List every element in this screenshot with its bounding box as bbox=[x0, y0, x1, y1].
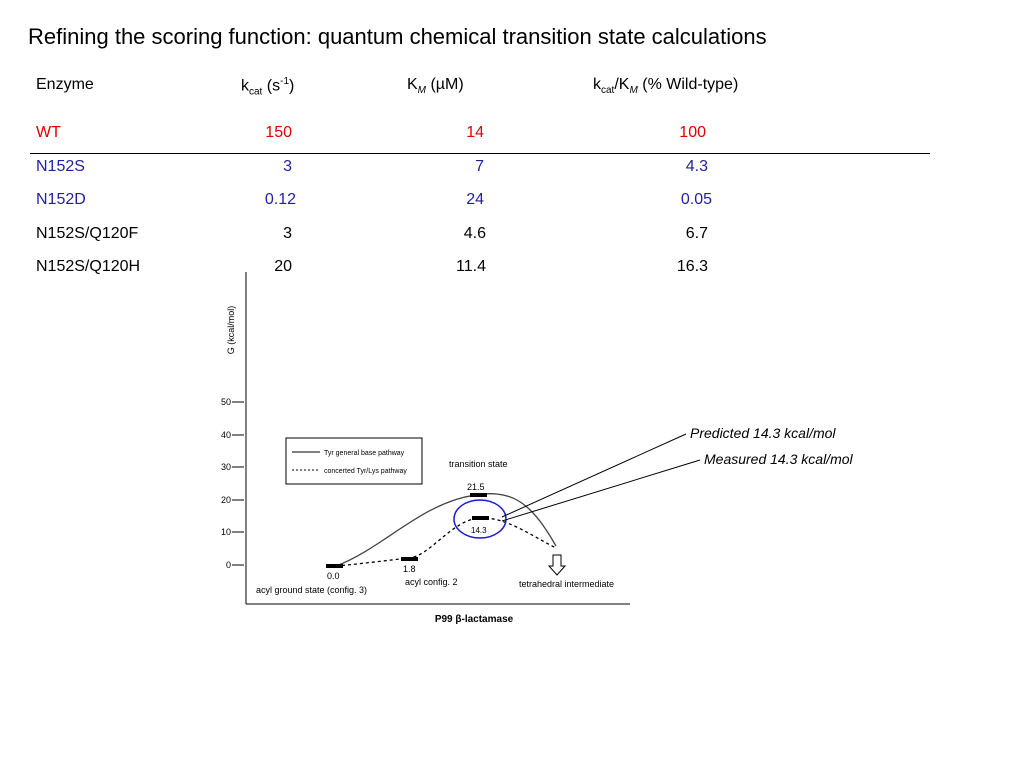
table-cell-km: 24 bbox=[466, 191, 484, 208]
header-ratio: $k_{cat}/K_M$ (% Wild-type) bbox=[593, 76, 739, 97]
y-ticks bbox=[221, 397, 244, 570]
ground-value: 0.0 bbox=[327, 571, 340, 581]
acyl2-label: acyl config. 2 bbox=[405, 577, 458, 587]
x-axis-label: P99 β-lactamase bbox=[434, 614, 514, 625]
ts-value: 21.5 bbox=[467, 482, 485, 492]
predicted-annotation: Predicted 14.3 kcal/mol bbox=[690, 425, 836, 441]
y-tick-label: 20 bbox=[220, 495, 231, 505]
header-kcat: $k_{cat}$ $(s^{-1})$ bbox=[241, 76, 295, 98]
header-km: $K_M$ (µM) bbox=[407, 76, 464, 97]
ground-label: acyl ground state (config. 3) bbox=[256, 585, 368, 595]
table-cell-ratio: 4.3 bbox=[685, 158, 708, 175]
table-cell-kcat: 150 bbox=[265, 124, 292, 141]
ts-label: transition state bbox=[449, 459, 508, 469]
table-cell-enzyme: N152S/Q120F bbox=[36, 225, 139, 242]
table-cell-kcat: 3 bbox=[283, 225, 292, 242]
tetrahedral-label: tetrahedral intermediate bbox=[519, 579, 615, 589]
predicted-callout-line bbox=[502, 434, 686, 517]
table-cell-enzyme: WT bbox=[36, 124, 61, 141]
ts2-bar bbox=[472, 516, 489, 520]
slide-title: Refining the scoring function: quantum chemical transition state calculations bbox=[28, 24, 767, 49]
legend bbox=[286, 438, 422, 484]
ground-state-bar bbox=[326, 564, 343, 568]
table-cell-ratio: 16.3 bbox=[676, 258, 708, 275]
table-cell-kcat: 3 bbox=[283, 158, 292, 175]
measured-annotation: Measured 14.3 kcal/mol bbox=[704, 451, 853, 467]
y-tick-label: 50 bbox=[220, 397, 231, 407]
legend-box bbox=[286, 438, 422, 484]
y-axis-label: G (kcal/mol) bbox=[226, 305, 236, 355]
y-tick-label: 40 bbox=[220, 430, 231, 440]
table-cell-km: 11.4 bbox=[456, 258, 486, 275]
table-cell-km: 4.6 bbox=[463, 225, 486, 242]
down-arrow-icon bbox=[549, 555, 565, 575]
table-cell-kcat: 20 bbox=[274, 258, 292, 275]
table-cell-ratio: 6.7 bbox=[685, 225, 708, 242]
measured-callout-line bbox=[502, 460, 700, 521]
table-cell-kcat: 0.12 bbox=[264, 191, 296, 208]
table-cell-enzyme: N152D bbox=[36, 191, 86, 208]
y-tick-label: 0 bbox=[225, 560, 231, 570]
y-tick-label: 30 bbox=[220, 462, 231, 472]
legend-dashed-label: concerted Tyr/Lys pathway bbox=[324, 468, 407, 475]
acyl-config2-bar bbox=[401, 557, 418, 561]
legend-solid-label: Tyr general base pathway bbox=[324, 450, 405, 457]
y-tick-label: 10 bbox=[220, 527, 231, 537]
ts2-value: 14.3 bbox=[471, 526, 487, 535]
curve-tyr-general-base bbox=[336, 494, 556, 566]
transition-state-bar bbox=[470, 493, 487, 497]
table-cell-enzyme: N152S bbox=[36, 158, 85, 175]
table-cell-km: 7 bbox=[475, 158, 484, 175]
table-cell-ratio: 100 bbox=[679, 124, 706, 141]
table-cell-enzyme: N152S/Q120H bbox=[36, 258, 141, 275]
table-cell-ratio: 0.05 bbox=[680, 191, 712, 208]
table-cell-km: 14 bbox=[466, 124, 484, 141]
header-enzyme: Enzyme bbox=[36, 76, 94, 93]
acyl2-value: 1.8 bbox=[403, 564, 416, 574]
curve-tyr-lys-concerted bbox=[336, 518, 556, 566]
